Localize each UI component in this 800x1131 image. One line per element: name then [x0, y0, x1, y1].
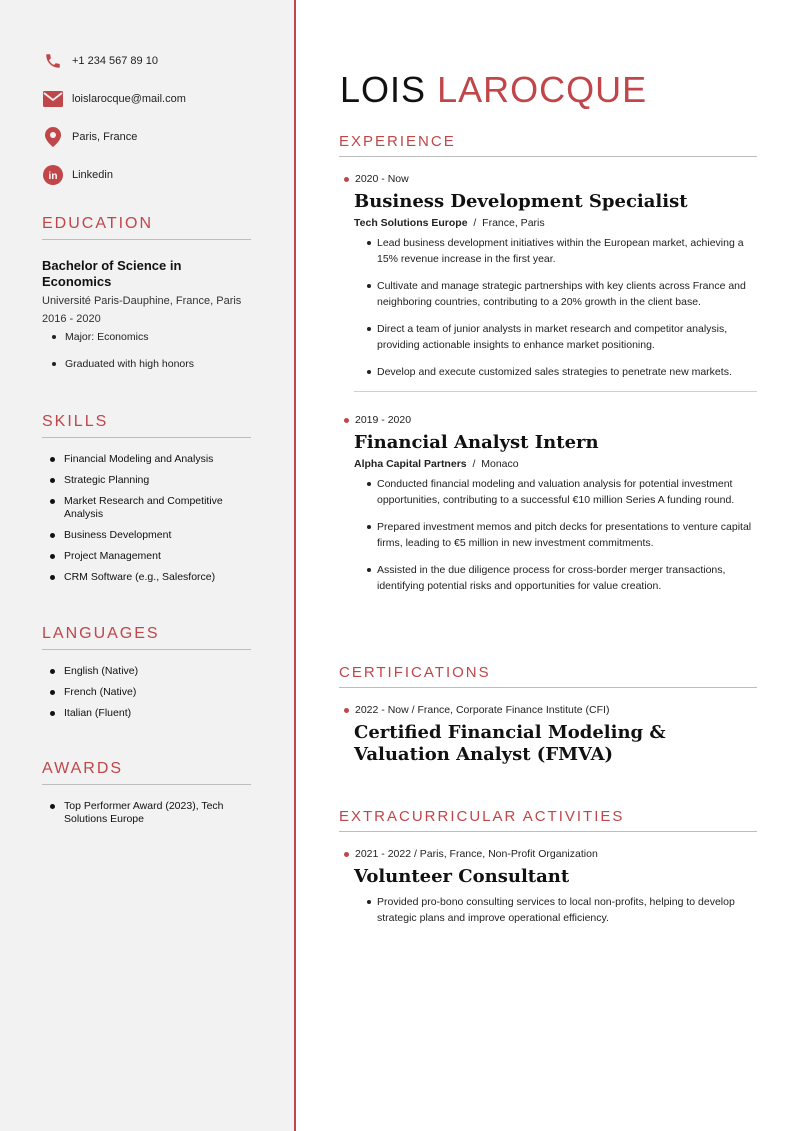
entry-title: Certified Financial Modeling & Valuation Analyst (FMVA) [354, 722, 666, 765]
map-pin-icon [42, 126, 64, 148]
education-school: Université Paris-Dauphine, France, Paris [42, 295, 242, 307]
entry-bullet: Assisted in the due diligence process for cross-border merger transactions, identifying potential risks and opportunities for value creation. [367, 562, 757, 594]
language-item: French (Native) [50, 686, 251, 699]
education-heading: EDUCATION [42, 215, 251, 240]
experience-entry [339, 414, 757, 594]
location-text: Paris, France [72, 131, 138, 143]
linkedin-text[interactable]: Linkedin [72, 169, 113, 181]
entry-location: France, Paris [482, 217, 545, 229]
entry-location: Monaco [481, 458, 519, 470]
education-degree: Bachelor of Science in Economics [42, 258, 182, 289]
entry-subtitle [354, 458, 757, 470]
skills-heading: SKILLS [42, 413, 251, 438]
entry-company: Tech Solutions Europe [354, 217, 468, 229]
skills-list [42, 453, 251, 584]
entry-divider [354, 391, 757, 392]
extracurricular-section [339, 808, 757, 937]
bullet-dot-icon [344, 708, 349, 713]
award-item: Top Performer Award (2023), Tech Solutions Europe [50, 800, 251, 826]
entry-dates: 2020 - Now [355, 173, 409, 185]
entry-bullet: Prepared investment memos and pitch decks for presentations to venture capital firms, leading to €5 million in new investment commitments. [367, 519, 757, 551]
last-name: LAROCQUE [437, 69, 648, 110]
awards-section [42, 760, 251, 834]
education-bullet: Graduated with high honors [52, 357, 251, 371]
entry-bullet: Develop and execute customized sales strategies to penetrate new markets. [367, 364, 757, 380]
entry-title: Business Development Specialist [354, 191, 688, 212]
contact-linkedin [42, 156, 272, 194]
entry-dates: 2021 - 2022 / Paris, France, Non-Profit Organization [355, 848, 598, 860]
awards-list [42, 800, 251, 826]
skill-item: Market Research and Competitive Analysis [50, 495, 251, 521]
entry-date-row [344, 848, 757, 860]
entry-bullet: Direct a team of junior analysts in market research and competitor analysis, providing actionable insights to enhance market positioning. [367, 321, 757, 353]
skills-section [42, 413, 251, 592]
contact-email [42, 80, 272, 118]
svg-text:in: in [48, 171, 58, 182]
entry-separator: / [473, 217, 477, 229]
skill-item: Project Management [50, 550, 251, 563]
certifications-section [339, 664, 757, 766]
extracurricular-entry [339, 848, 757, 926]
languages-section [42, 625, 251, 728]
entry-dates: 2019 - 2020 [355, 414, 412, 426]
entry-title: Financial Analyst Intern [354, 432, 599, 453]
entry-bullets [367, 235, 757, 380]
skill-item: Strategic Planning [50, 474, 251, 487]
entry-subtitle [354, 217, 757, 229]
bullet-dot-icon [344, 852, 349, 857]
contact-phone [42, 42, 272, 80]
full-name [340, 68, 647, 112]
mail-icon [42, 88, 64, 110]
extracurricular-heading: EXTRACURRICULAR ACTIVITIES [339, 808, 757, 832]
phone-text[interactable]: +1 234 567 89 10 [72, 55, 158, 67]
languages-list [42, 665, 251, 720]
education-bullet: Major: Economics [52, 330, 251, 344]
entry-bullet: Conducted financial modeling and valuation analysis for potential investment opportunities, contributing to a successful €10 million Series A funding round. [367, 476, 757, 508]
entry-dates: 2022 - Now / France, Corporate Finance Institute (CFI) [355, 704, 610, 716]
certifications-heading: CERTIFICATIONS [339, 664, 757, 688]
first-name: LOIS [340, 69, 427, 110]
skill-item: CRM Software (e.g., Salesforce) [50, 571, 251, 584]
bullet-dot-icon [344, 418, 349, 423]
entry-bullet: Cultivate and manage strategic partnerships with key clients across France and neighboring countries, contributing to a 20% growth in the client base. [367, 278, 757, 310]
experience-heading: EXPERIENCE [339, 133, 757, 157]
education-bullets [42, 330, 251, 371]
awards-heading: AWARDS [42, 760, 251, 785]
language-item: English (Native) [50, 665, 251, 678]
contact-location [42, 118, 272, 156]
email-text[interactable]: loislarocque@mail.com [72, 93, 186, 105]
main-content [296, 0, 800, 1131]
entry-title: Volunteer Consultant [354, 866, 570, 887]
entry-company: Alpha Capital Partners [354, 458, 467, 470]
entry-bullet: Lead business development initiatives within the European market, achieving a 15% revenue increase in the first year. [367, 235, 757, 267]
phone-icon [42, 50, 64, 72]
languages-heading: LANGUAGES [42, 625, 251, 650]
entry-date-row [344, 173, 757, 185]
entry-bullets [367, 894, 757, 926]
contact-list [42, 42, 272, 194]
certification-entry [339, 704, 757, 766]
experience-entry [339, 173, 757, 380]
skill-item: Financial Modeling and Analysis [50, 453, 251, 466]
language-item: Italian (Fluent) [50, 707, 251, 720]
entry-date-row [344, 414, 757, 426]
education-section [42, 215, 251, 384]
entry-bullet: Provided pro-bono consulting services to local non-profits, helping to develop strategic plans and improve operational efficiency. [367, 894, 757, 926]
experience-section [339, 133, 757, 605]
entry-bullets [367, 476, 757, 594]
bullet-dot-icon [344, 177, 349, 182]
sidebar [0, 0, 294, 1131]
education-dates: 2016 - 2020 [42, 313, 101, 325]
entry-separator: / [472, 458, 476, 470]
entry-date-row [344, 704, 757, 716]
skill-item: Business Development [50, 529, 251, 542]
linkedin-icon[interactable] [42, 164, 64, 186]
